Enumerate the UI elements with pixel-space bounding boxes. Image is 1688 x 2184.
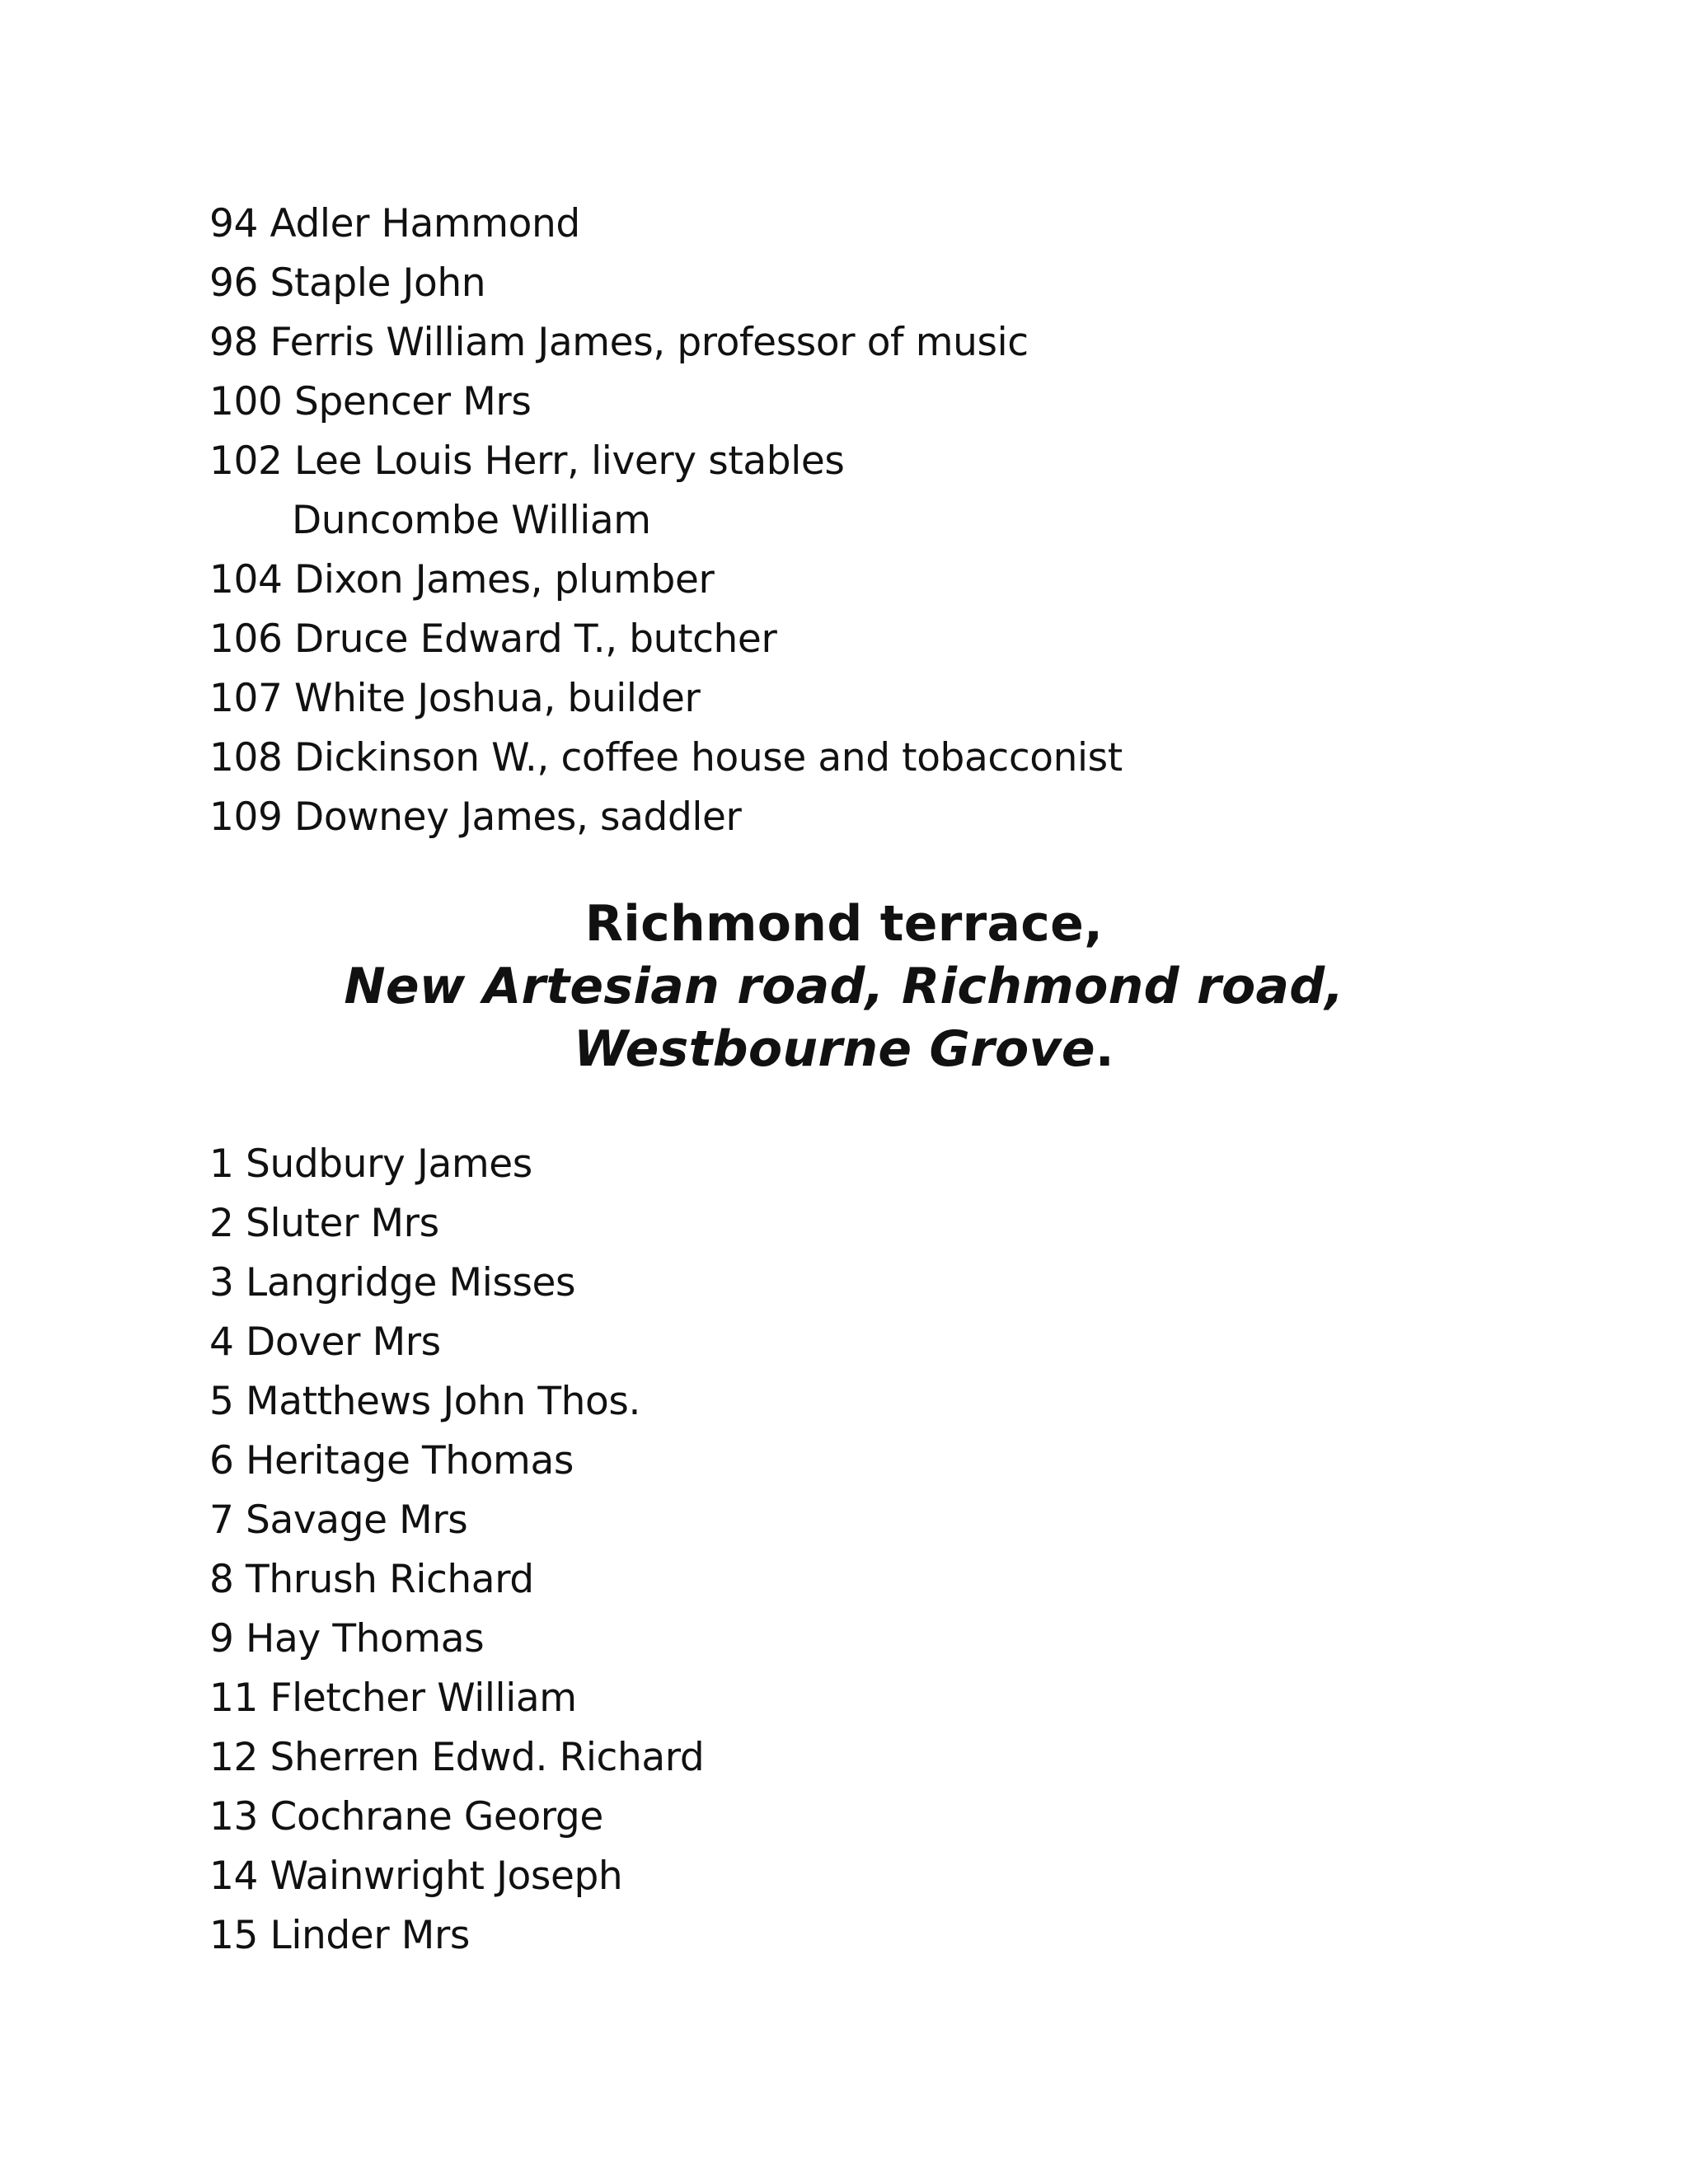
bottom-entry-list <box>209 1135 704 1966</box>
section-heading-line-2 <box>0 955 1688 1018</box>
list-item: 3 Langridge Misses <box>209 1260 576 1305</box>
list-item: 109 Downey James, saddler <box>209 794 742 840</box>
list-item: 8 Thrush Richard <box>209 1557 534 1602</box>
list-item: 5 Matthews John Thos. <box>209 1379 641 1424</box>
top-entry-list <box>209 194 1123 847</box>
list-item: 11 Fletcher William <box>209 1675 577 1721</box>
section-heading-period: . <box>1095 1020 1114 1078</box>
list-item-continuation: Duncombe William <box>292 498 651 543</box>
section-heading <box>0 893 1688 1080</box>
list-item: 107 White Joshua, builder <box>209 676 701 721</box>
list-item: 6 Heritage Thomas <box>209 1438 574 1483</box>
list-item: 12 Sherren Edwd. Richard <box>209 1735 705 1780</box>
list-item: 96 Staple John <box>209 260 486 306</box>
list-item: 1 Sudbury James <box>209 1141 532 1187</box>
list-item: 108 Dickinson W., coffee house and tobacconist <box>209 735 1123 780</box>
list-item: 100 Spencer Mrs <box>209 379 532 424</box>
list-item: 98 Ferris William James, professor of music <box>209 320 1029 365</box>
list-item: 9 Hay Thomas <box>209 1616 485 1661</box>
list-item: 2 Sluter Mrs <box>209 1201 439 1246</box>
list-item: 106 Druce Edward T., butcher <box>209 616 777 662</box>
list-item: 94 Adler Hammond <box>209 201 580 246</box>
section-heading-district: Westbourne Grove <box>574 1020 1095 1078</box>
section-heading-line-1: Richmond terrace, <box>584 895 1104 953</box>
section-heading-line-3 <box>0 1018 1688 1080</box>
list-item: 14 Wainwright Joseph <box>209 1854 623 1899</box>
list-item: 104 Dixon James, plumber <box>209 557 715 602</box>
list-item: 13 Cochrane George <box>209 1794 603 1840</box>
list-item: 4 Dover Mrs <box>209 1319 441 1365</box>
list-item: 7 Savage Mrs <box>209 1497 468 1543</box>
section-heading-roads: New Artesian road, Richmond road, <box>344 958 1344 1015</box>
list-item: 15 Linder Mrs <box>209 1913 470 1958</box>
list-item: 102 Lee Louis Herr, livery stables <box>209 438 845 484</box>
